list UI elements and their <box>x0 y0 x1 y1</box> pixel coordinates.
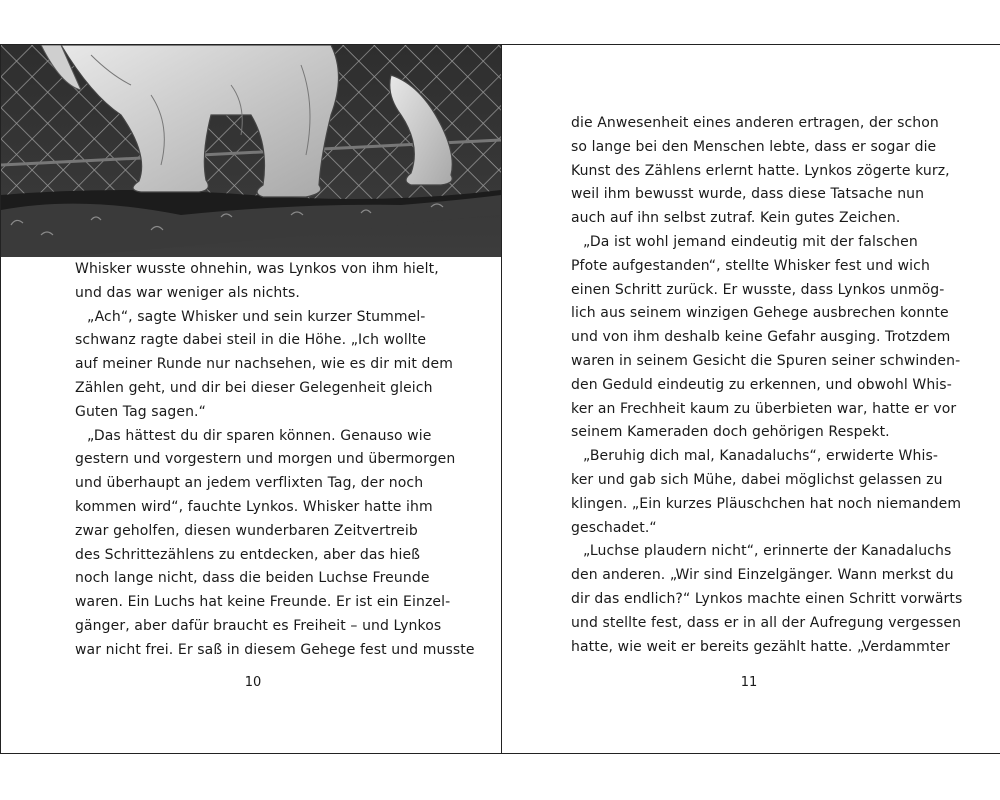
lynx-legs-illustration <box>1 45 501 257</box>
text-line: weil ihm bewusst wurde, dass diese Tatsache nun <box>571 186 925 203</box>
text-line: „Ach“, sagte Whisker und sein kurzer Stummel- <box>87 308 426 325</box>
text-line: so lange bei den Menschen lebte, dass er sogar die <box>571 138 937 155</box>
text-line: Whisker wusste ohnehin, was Lynkos von ihm hielt, <box>75 261 439 277</box>
page-gutter <box>501 45 502 753</box>
text-line: „Das hättest du dir sparen können. Genauso wie <box>87 427 432 444</box>
text-line: und stellte fest, dass er in all der Aufregung vergessen <box>571 614 962 631</box>
text-line: zwar geholfen, diesen wunderbaren Zeitvertreib <box>75 522 418 539</box>
text-line: auf meiner Runde nur nachsehen, wie es dir mit dem <box>75 356 453 373</box>
text-line: Guten Tag sagen.“ <box>75 403 206 420</box>
text-line: Pfote aufgestanden“, stellte Whisker fest und wich <box>571 257 930 274</box>
text-line: „Beruhig dich mal, Kanadaluchs“, erwiderte Whis- <box>583 448 938 465</box>
text-line: ker und gab sich Mühe, dabei möglichst gelassen zu <box>571 471 943 488</box>
text-line: lich aus seinem winzigen Gehege ausbrechen konnte <box>571 305 949 322</box>
page-number-left: 10 <box>244 675 262 690</box>
text-line: die Anwesenheit eines anderen ertragen, der schon <box>571 115 939 131</box>
text-line: dir das endlich?“ Lynkos machte einen Schritt vorwärts <box>571 590 963 607</box>
text-line: geschadet.“ <box>571 519 657 536</box>
text-line: und das war weniger als nichts. <box>75 284 300 301</box>
text-line: und von ihm deshalb keine Gefahr ausging. Trotzdem <box>571 329 951 346</box>
text-line: „Luchse plaudern nicht“, erinnerte der Kanadaluchs <box>583 543 952 560</box>
text-line: waren in seinem Gesicht die Spuren seiner schwinden- <box>571 352 961 369</box>
text-line: seinem Kameraden doch gehörigen Respekt. <box>571 424 890 441</box>
text-line: war nicht frei. Er saß in diesem Gehege fest und musste <box>75 641 475 658</box>
text-line: gänger, aber dafür braucht es Freiheit – und Lynkos <box>75 617 442 634</box>
text-line: einen Schritt zurück. Er wusste, dass Lynkos unmög- <box>571 281 945 298</box>
right-page-text <box>571 112 963 659</box>
text-line: und überhaupt an jedem verflixten Tag, der noch <box>75 475 424 492</box>
text-line: gestern und vorgestern und morgen und übermorgen <box>75 451 456 468</box>
text-line: waren. Ein Luchs hat keine Freunde. Er ist ein Einzel- <box>75 594 451 611</box>
text-line: Kunst des Zählens erlernt hatte. Lynkos zögerte kurz, <box>571 162 950 179</box>
text-line: kommen wird“, fauchte Lynkos. Whisker hatte ihm <box>75 498 433 515</box>
page-number-right: 11 <box>740 675 758 690</box>
text-line: des Schrittezählens zu entdecken, aber das hieß <box>75 546 421 563</box>
text-line: ker an Frechheit kaum zu überbieten war, hatte er vor <box>571 400 957 417</box>
text-line: auch auf ihn selbst zutraf. Kein gutes Zeichen. <box>571 210 901 227</box>
text-line: Zählen geht, und dir bei dieser Gelegenheit gleich <box>75 379 433 396</box>
text-line: klingen. „Ein kurzes Pläuschchen hat noch niemandem <box>571 495 962 512</box>
text-line: hatte, wie weit er bereits gezählt hatte. „Verdammter <box>571 638 951 655</box>
text-line: noch lange nicht, dass die beiden Luchse Freunde <box>75 570 430 587</box>
text-line: den Geduld eindeutig zu erkennen, und obwohl Whis- <box>571 376 952 393</box>
text-line: den anderen. „Wir sind Einzelgänger. Wann merkst du <box>571 567 954 584</box>
text-line: „Da ist wohl jemand eindeutig mit der falschen <box>583 233 918 250</box>
left-page-text <box>75 258 475 663</box>
text-line: schwanz ragte dabei steil in die Höhe. „Ich wollte <box>75 332 427 349</box>
book-spread <box>0 44 1000 754</box>
